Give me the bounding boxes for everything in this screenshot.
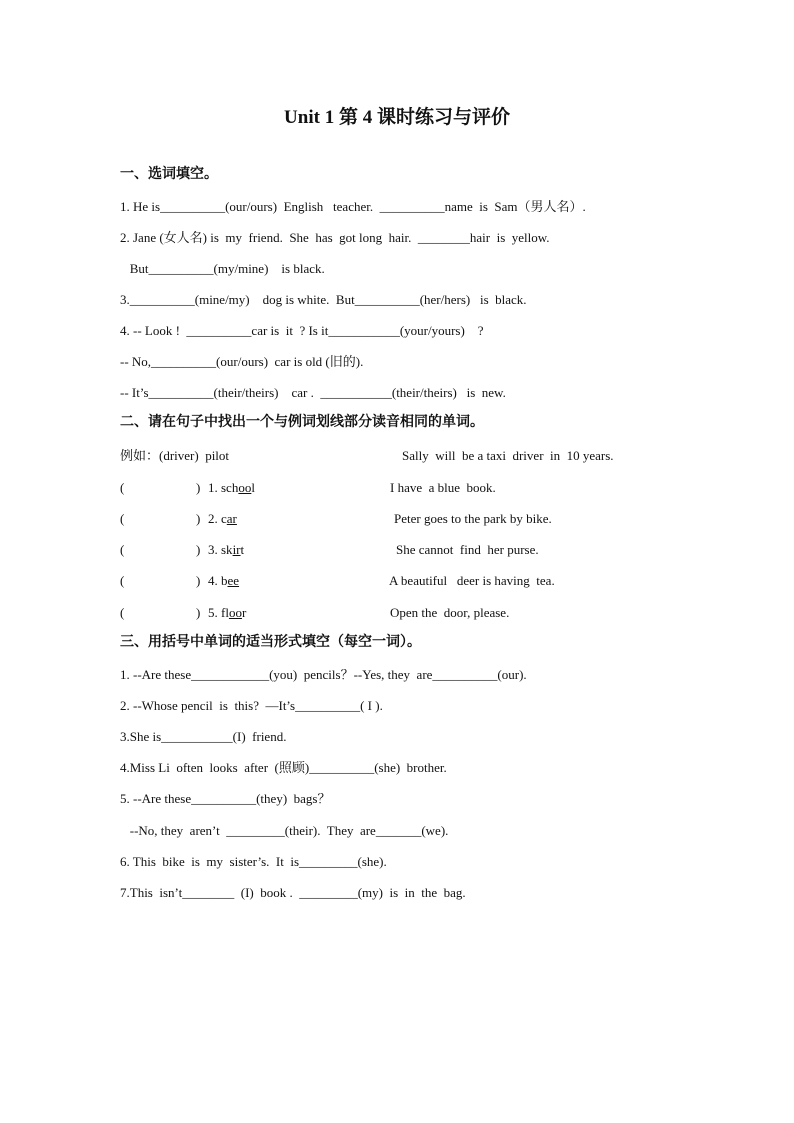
s2-item-3-close: )	[196, 542, 201, 557]
s2-item-1-word: 1. school	[208, 480, 255, 495]
s2-item-1-close: )	[196, 480, 201, 495]
s1-line-3: But__________(my/mine) is black.	[120, 261, 325, 276]
page-title: Unit 1 第 4 课时练习与评价	[284, 107, 510, 128]
section2-heading: 二、请在句子中找出一个与例词划线部分读音相同的单词。	[120, 415, 484, 430]
s1-line-1: 1. He is__________(our/ours) English teacher. __________name is Sam（男人名）.	[120, 199, 586, 214]
s2-item-2-word: 2. car	[208, 511, 237, 526]
s3-line-3: 3.She is___________(I) friend.	[120, 729, 287, 744]
s2-item-2-close: )	[196, 511, 201, 526]
s2-item-5-close: )	[196, 605, 201, 620]
s2-example-left: 例如：(driver) pilot	[120, 448, 230, 463]
s2-item-1-open: (	[120, 480, 125, 495]
s3-line-2: 2. --Whose pencil is this? —It’s__________( I ).	[120, 698, 383, 713]
s2-item-4-close: )	[196, 573, 201, 588]
s2-item-3-word: 3. skirt	[208, 542, 245, 557]
section3-heading: 三、用括号中单词的适当形式填空（每空一词）。	[120, 635, 421, 650]
s3-line-5: 5. --Are these__________(they) bags？	[120, 791, 331, 806]
s2-example-sentence: Sally will be a taxi driver in 10 years.	[402, 448, 614, 463]
s3-line-8: 7.This isn’t________ (I) book . _________(my) is in the bag.	[120, 885, 466, 900]
s1-line-5: 4. -- Look ! __________car is it ? Is it___________(your/yours) ?	[120, 323, 484, 338]
s2-item-4-open: (	[120, 573, 125, 588]
s2-item-5-open: (	[120, 605, 125, 620]
s3-line-1: 1. --Are these____________(you) pencils？--Yes, they are__________(our).	[120, 667, 527, 682]
s1-line-6: -- No,__________(our/ours) car is old (旧的).	[120, 354, 364, 369]
s3-line-4: 4.Miss Li often looks after (照顾)__________(she) brother.	[120, 760, 447, 775]
s2-item-4-word: 4. bee	[208, 573, 240, 588]
s2-item-3-open: (	[120, 542, 125, 557]
s2-item-5-sentence: Open the door, please.	[390, 605, 510, 620]
s2-item-2-open: (	[120, 511, 125, 526]
s1-line-7: -- It’s__________(their/theirs) car . ___________(their/theirs) is new.	[120, 385, 506, 400]
s3-line-6: --No, they aren’t _________(their). They are_______(we).	[120, 823, 449, 838]
s2-item-2-sentence: Peter goes to the park by bike.	[394, 511, 552, 526]
s3-line-7: 6. This bike is my sister’s. It is_________(she).	[120, 854, 387, 869]
s2-item-4-sentence: A beautiful deer is having tea.	[389, 573, 555, 588]
s2-item-5-word: 5. floor	[208, 605, 247, 620]
section1-heading: 一、选词填空。	[120, 167, 218, 182]
s1-line-2: 2. Jane (女人名) is my friend. She has got long hair. ________hair is yellow.	[120, 230, 550, 245]
s1-line-4: 3.__________(mine/my) dog is white. But__________(her/hers) is black.	[120, 292, 527, 307]
s2-item-3-sentence: She cannot find her purse.	[396, 542, 539, 557]
s2-item-1-sentence: I have a blue book.	[390, 480, 496, 495]
